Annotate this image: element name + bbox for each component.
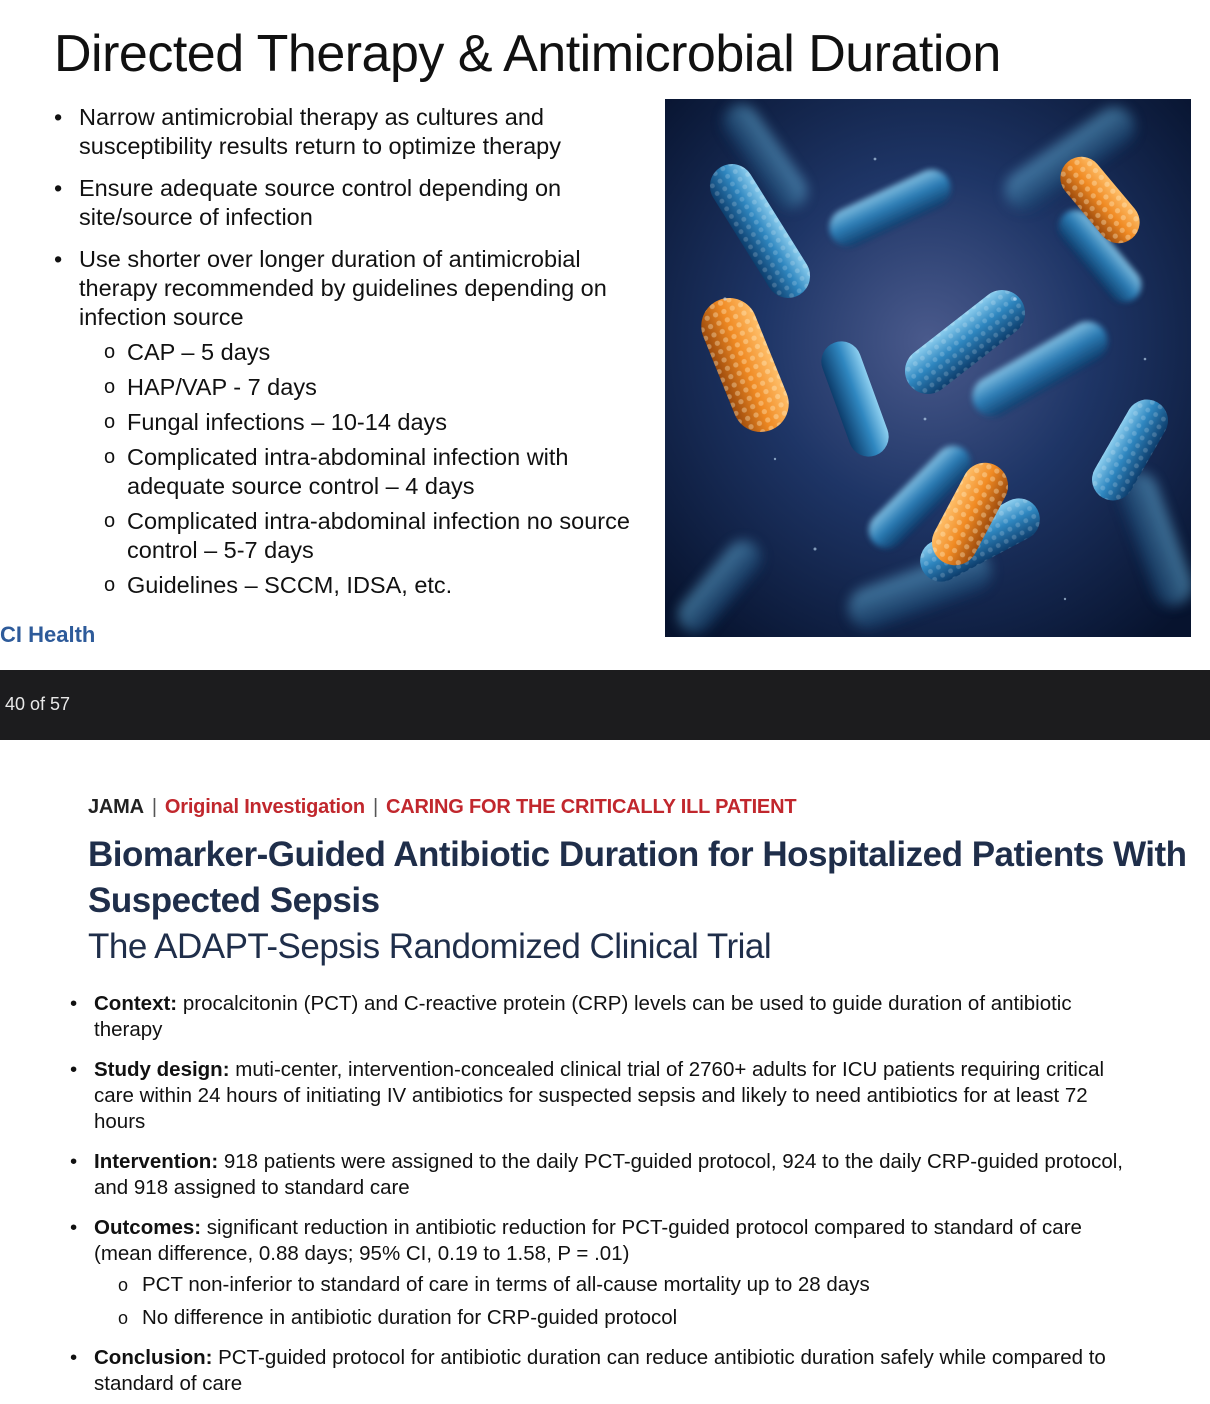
sub-list-item <box>79 373 654 402</box>
slide-40 <box>0 0 1210 670</box>
bullet-list <box>54 103 654 613</box>
bullet-marker: • <box>70 1346 78 1369</box>
sub-bullet-marker: o <box>104 446 116 468</box>
sub-list-item <box>79 507 654 565</box>
bacteria-illustration <box>665 99 1191 637</box>
list-item <box>54 174 654 232</box>
sub-bullet-marker: o <box>104 341 116 363</box>
sub-bullet-list <box>94 1272 1130 1331</box>
brand-logo-text: CI Health <box>0 622 96 647</box>
sub-list-item <box>79 338 654 367</box>
list-item <box>54 103 654 161</box>
bullet-text: Ensure adequate source control depending on site/source of infection <box>79 175 562 230</box>
sub-list-item <box>79 408 654 437</box>
sub-bullet-text: HAP/VAP - 7 days <box>127 374 317 400</box>
bullet-text: muti-center, intervention-concealed clinical trial of 2760+ adults for ICU patients requiring critical care within 24 hours of initiating IV antibiotics for suspected sepsis and likely to need antibiotics for at least 72 hours <box>94 1058 1105 1133</box>
sub-bullet-text: Guidelines – SCCM, IDSA, etc. <box>127 572 453 598</box>
bullet-label: Context: <box>94 992 178 1015</box>
sub-bullet-text: PCT non-inferior to standard of care in terms of all-cause mortality up to 28 days <box>142 1273 870 1296</box>
list-item <box>70 1345 1130 1397</box>
bullet-text: PCT-guided protocol for antibiotic duration can reduce antibiotic duration safely while compared to standard of care <box>94 1346 1106 1395</box>
bullet-marker: • <box>70 1058 78 1081</box>
bullet-text: significant reduction in antibiotic reduction for PCT-guided protocol compared to standard of care (mean difference, 0.88 days; 95% CI, 0.19 to 1.58, P = .01) <box>94 1216 1082 1265</box>
article-type: Original Investigation <box>164 796 365 818</box>
sub-bullet-text: Fungal infections – 10-14 days <box>127 409 448 435</box>
sub-bullet-text: Complicated intra-abdominal infection no source control – 5-7 days <box>127 508 630 563</box>
bullet-text: Narrow antimicrobial therapy as cultures and susceptibility results return to optimize therapy <box>79 104 561 159</box>
page-indicator: 40 of 57 <box>5 694 71 714</box>
bullet-marker: • <box>70 1216 78 1239</box>
list-item <box>54 245 654 600</box>
separator: | <box>372 796 378 818</box>
sub-bullet-text: No difference in antibiotic duration for CRP-guided protocol <box>142 1306 678 1329</box>
sub-bullet-marker: o <box>118 1275 129 1295</box>
sub-bullet-marker: o <box>104 411 116 433</box>
article-title <box>88 832 1210 970</box>
article-title-subtitle: The ADAPT-Sepsis Randomized Clinical Trial <box>88 927 772 966</box>
article-title-main: Biomarker-Guided Antibiotic Duration for Hospitalized Patients With Suspected Sepsis <box>88 835 1187 920</box>
slide-41 <box>0 740 1210 1404</box>
sub-bullet-marker: o <box>104 376 116 398</box>
bullet-label: Conclusion: <box>94 1346 213 1369</box>
bullet-marker: • <box>54 175 63 201</box>
bullet-label: Intervention: <box>94 1150 219 1173</box>
journal-header <box>88 796 796 819</box>
sub-list-item <box>79 571 654 600</box>
bullet-label: Study design: <box>94 1058 230 1081</box>
journal-name: JAMA <box>88 796 144 818</box>
sub-bullet-marker: o <box>104 574 116 596</box>
sub-bullet-marker: o <box>118 1308 129 1328</box>
bullet-label: Outcomes: <box>94 1216 202 1239</box>
sub-list-item <box>94 1272 1130 1298</box>
bullet-marker: • <box>54 104 63 130</box>
sub-bullet-list <box>79 338 654 600</box>
bullet-marker: • <box>54 246 63 272</box>
slide-title: Directed Therapy & Antimicrobial Duration <box>54 25 1001 83</box>
sub-bullet-marker: o <box>104 510 116 532</box>
list-item <box>70 1149 1130 1201</box>
list-item <box>70 1215 1130 1331</box>
bacteria-image <box>665 99 1191 637</box>
list-item <box>70 991 1130 1043</box>
sub-list-item <box>94 1305 1130 1331</box>
article-category: CARING FOR THE CRITICALLY ILL PATIENT <box>385 796 797 818</box>
sub-bullet-text: CAP – 5 days <box>127 339 271 365</box>
page-navigation-bar <box>0 670 1210 740</box>
list-item <box>70 1057 1130 1135</box>
sub-bullet-text: Complicated intra-abdominal infection with adequate source control – 4 days <box>127 444 569 499</box>
bullet-text: 918 patients were assigned to the daily PCT-guided protocol, 924 to the daily CRP-guided protocol, and 918 assigned to standard care <box>94 1150 1123 1199</box>
sub-list-item <box>79 443 654 501</box>
bullet-text: Use shorter over longer duration of antimicrobial therapy recommended by guidelines depending on infection source <box>79 246 607 330</box>
bullet-marker: • <box>70 992 78 1015</box>
bullet-text: procalcitonin (PCT) and C-reactive protein (CRP) levels can be used to guide duration of antibiotic therapy <box>94 992 1072 1041</box>
bullet-marker: • <box>70 1150 78 1173</box>
summary-bullet-list <box>70 991 1130 1404</box>
separator: | <box>151 796 157 818</box>
